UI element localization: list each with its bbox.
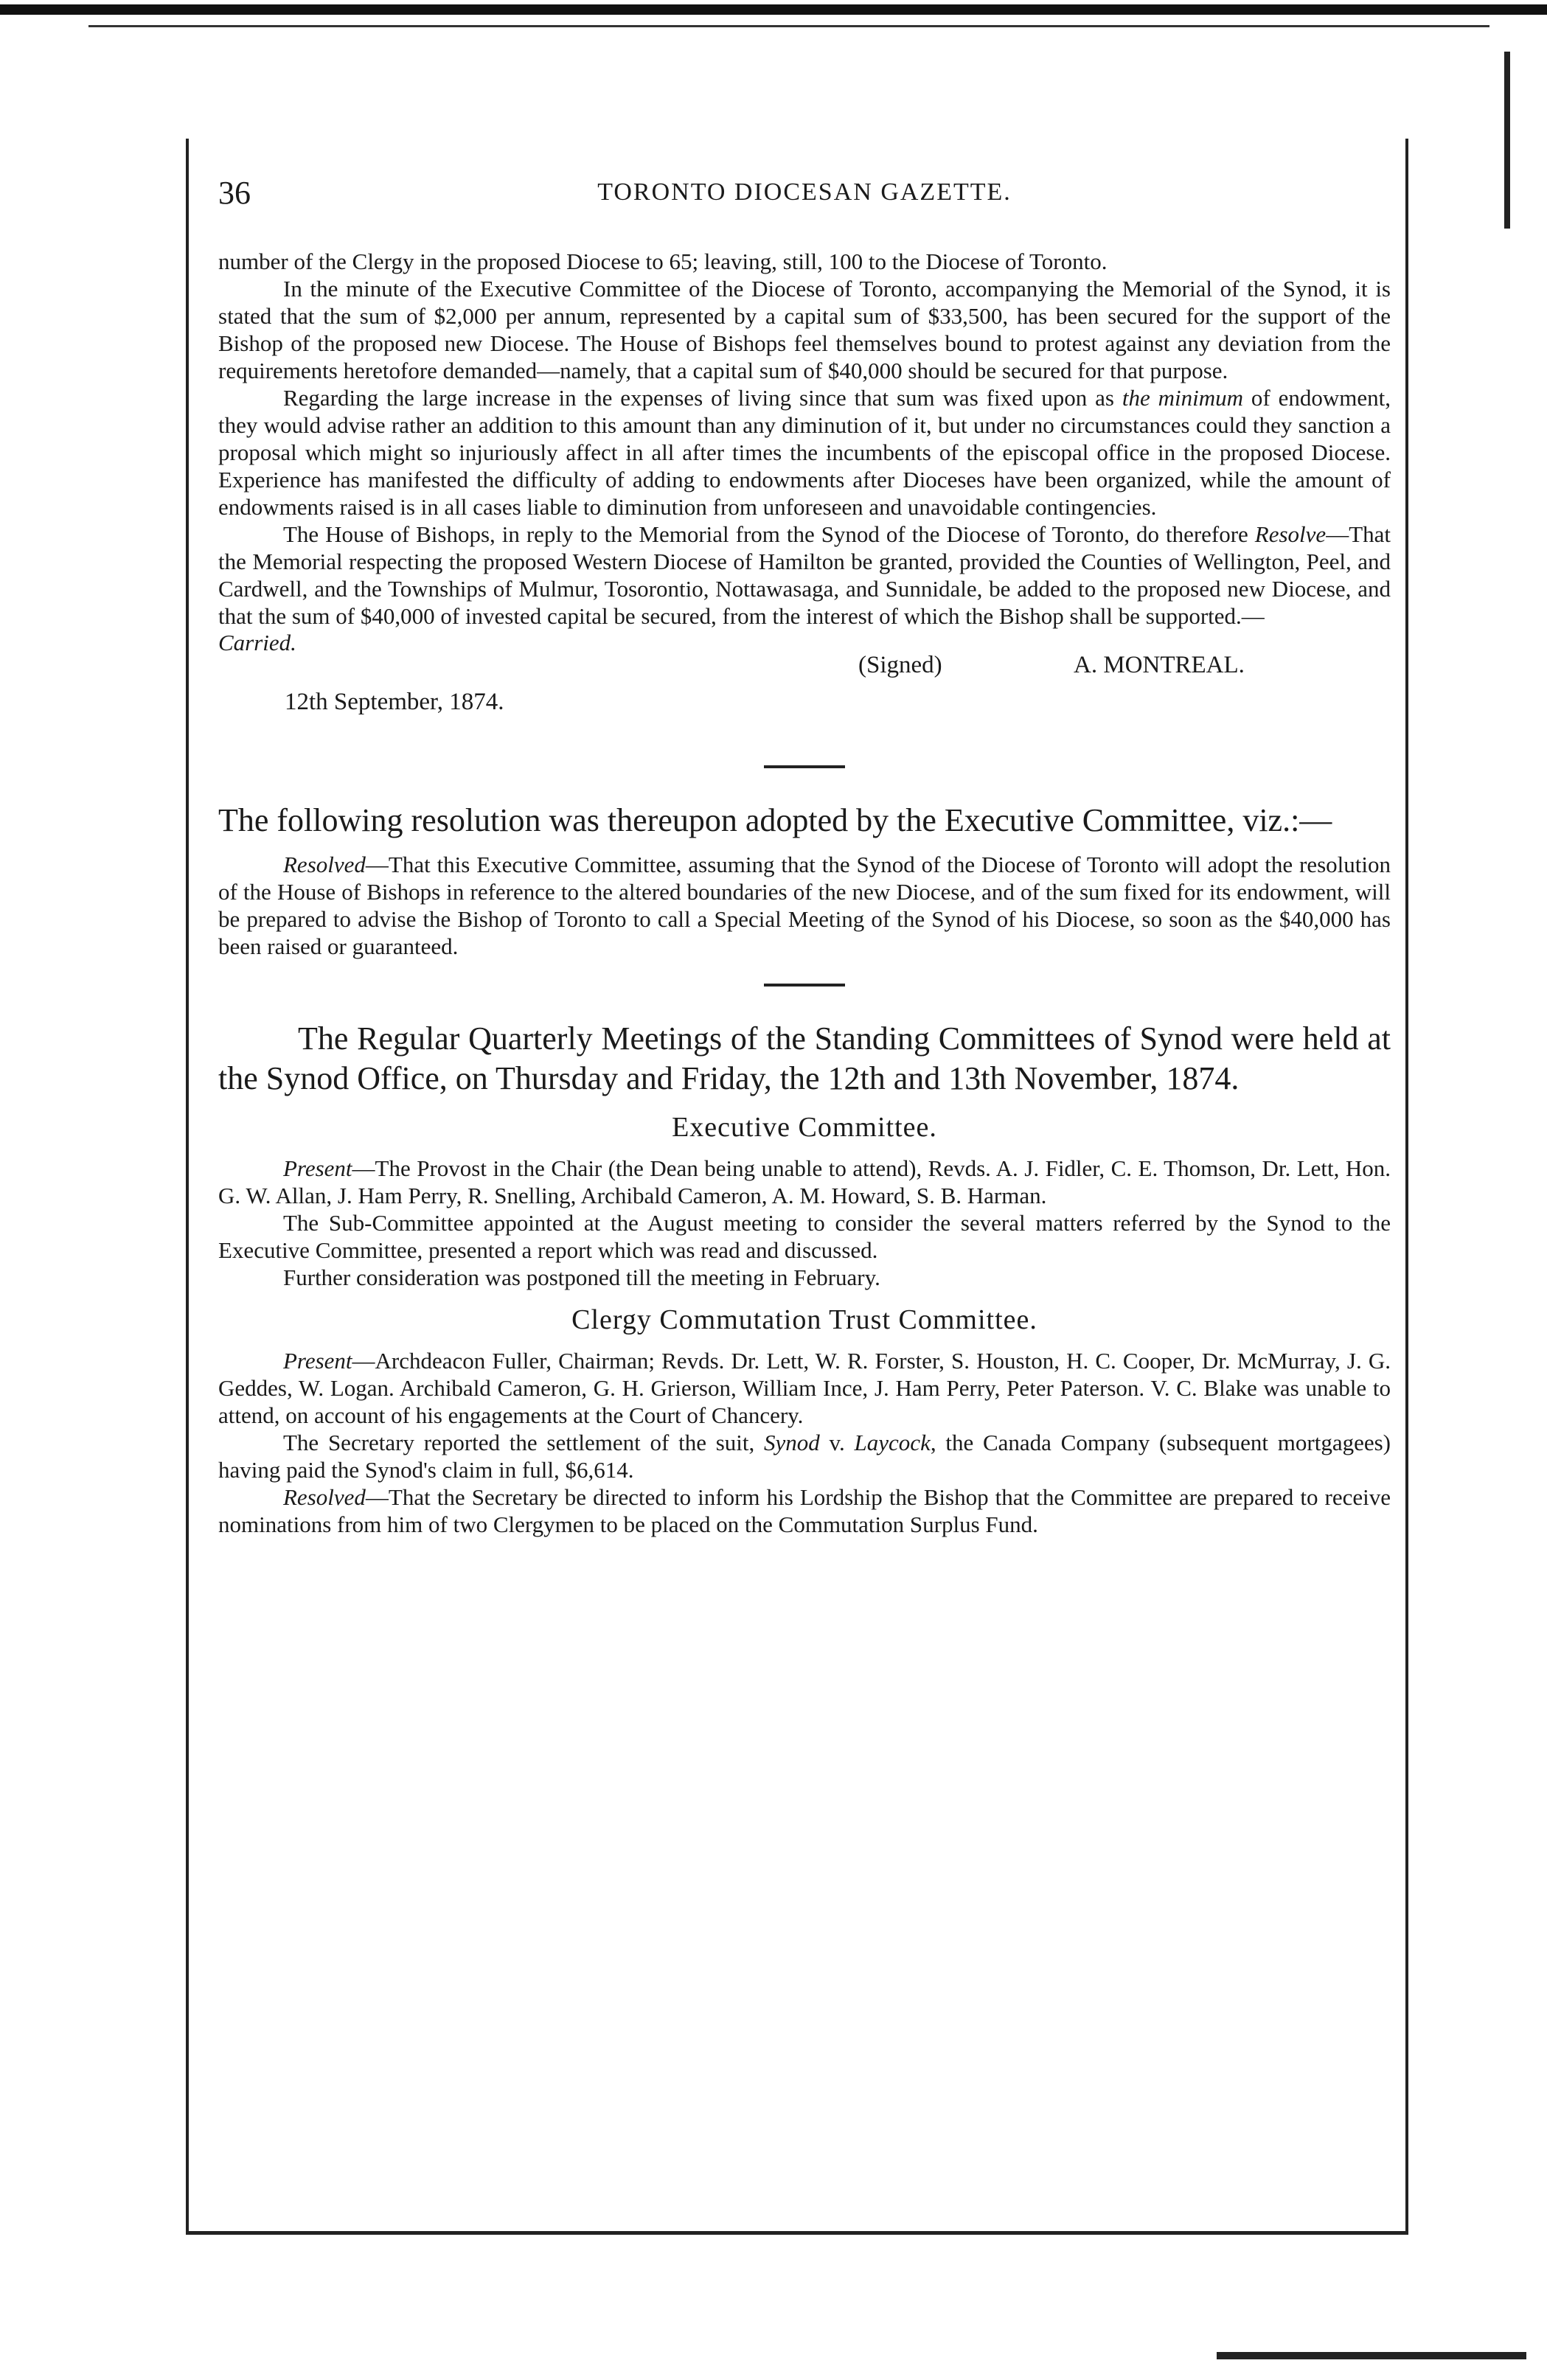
text-run: —The Provost in the Chair (the Dean being unable to attend), Revds. A. J. Fidler, C. E. Thomson, Dr. Lett, Hon. G. W. Allan, J. Ham Perry, R. Snelling, Archibald Cameron, A. M. Howard, S. B. Harman. [218, 1155, 1391, 1208]
text-run: v. [819, 1430, 855, 1455]
paragraph-resolved [218, 851, 1391, 960]
resolution-intro: The following resolution was thereupon adopted by the Executive Committee, viz.:— [218, 802, 1332, 838]
italic-phrase: the minimum [1122, 385, 1243, 411]
text-run: Regarding the large increase in the expenses of living since that sum was fixed upon as [283, 385, 1122, 411]
italic-case-defendant: Laycock [854, 1430, 931, 1455]
carried-note: Carried. [218, 630, 296, 655]
page-header [218, 174, 1391, 218]
top-border-rule [0, 4, 1547, 15]
text-run: of endowment, they would advise rather an addition to this amount than any diminution of it, but under no circumstances could they sanction a proposal which might so injuriously affect in all after times the incumbents of the episcopal office in the proposed Diocese. Experience has manifested the difficulty of adding to endowments after Dioceses have been organized, while the amount of endowments raised is in all cases liable to diminution from unforeseen and unavoidable contingencies. [218, 385, 1391, 520]
text-run: —Archdeacon Fuller, Chairman; Revds. Dr. Lett, W. R. Forster, S. Houston, H. C. Cooper, Dr. McMurray, J. G. Geddes, W. Logan. Archibald Cameron, G. H. Grierson, William Ince, J. Ham Perry, Peter Paterson. V. C. Blake was unable to attend, on account of his engagements at the Court of Chancery. [218, 1348, 1391, 1428]
signer-name: A. MONTREAL. [1074, 652, 1245, 678]
heading-clergy-commutation: Clergy Commutation Trust Committee. [571, 1304, 1037, 1335]
signature-block [218, 630, 1391, 715]
paragraph-clergy-count: number of the Clergy in the proposed Diocese to 65; leaving, still, 100 to the Diocese of Toronto. [218, 248, 1108, 274]
top-thin-rule [88, 25, 1489, 27]
paragraph-executive-present [218, 1155, 1391, 1209]
paragraph-clergy-resolved [218, 1483, 1391, 1538]
page-number: 36 [218, 175, 251, 211]
signature-date: 12th September, 1874. [285, 689, 504, 715]
italic-resolve: Resolve [1254, 521, 1327, 547]
italic-resolved: Resolved [283, 852, 366, 877]
text-run: —That the Secretary be directed to inform his Lordship the Bishop that the Committee are prepared to receive nominations from him of two Clergymen to be placed on the Commutation Surplus Fund. [218, 1484, 1391, 1537]
meetings-intro: The Regular Quarterly Meetings of the Standing Committees of Synod were held at the Synod Office, on Thursday and Friday, the 12th and 13th November, 1874. [218, 1020, 1391, 1096]
text-run: The Secretary reported the settlement of the suit, [283, 1430, 765, 1455]
text-run: —That this Executive Committee, assuming that the Synod of the Diocese of Toronto will adopt the resolution of the House of Bishops in reference to the altered boundaries of the new Diocese, and of the sum fixed for its endowment, will be prepared to advise the Bishop of Toronto to call a Special Meeting of the Synod of his Diocese, so soon as the $40,000 has been raised or guaranteed. [218, 852, 1391, 959]
page-edge-mark [1504, 52, 1510, 229]
paragraph-sub-committee: The Sub-Committee appointed at the August meeting to consider the several matters referred by the Synod to the Executive Committee, presented a report which was read and discussed. [218, 1210, 1391, 1263]
italic-present: Present [283, 1348, 352, 1374]
italic-case-plaintiff: Synod [764, 1430, 820, 1455]
paragraph-clergy-present [218, 1347, 1391, 1429]
running-title: TORONTO DIOCESAN GAZETTE. [597, 178, 1012, 206]
heading-executive-committee: Executive Committee. [672, 1112, 937, 1143]
paragraph-house-of-bishops [218, 521, 1391, 630]
page-content [218, 174, 1391, 1538]
signed-label: (Signed) [858, 652, 942, 678]
paragraph-expenses [218, 384, 1391, 521]
text-run: , the Canada Company (subsequent mortgagees) having paid the Synod's claim in full, $6,614. [218, 1430, 1391, 1483]
section-separator [764, 984, 845, 987]
paragraph-postponed: Further consideration was postponed till the meeting in February. [283, 1264, 880, 1290]
bottom-border-rule [1217, 2352, 1526, 2359]
paragraph-secretary-report [218, 1429, 1391, 1483]
text-run: The House of Bishops, in reply to the Memorial from the Synod of the Diocese of Toronto, do therefore [283, 521, 1255, 547]
italic-present: Present [283, 1155, 352, 1181]
paragraph-minute: In the minute of the Executive Committee of the Diocese of Toronto, accompanying the Memorial of the Synod, it is stated that the sum of $2,000 per annum, represented by a capital sum of $33,500, has been secured for the support of the Bishop of the proposed new Diocese. The House of Bishops feel themselves bound to protest against any deviation from the requirements heretofore demanded—namely, that a capital sum of $40,000 should be secured for that purpose. [218, 276, 1391, 383]
section-separator [764, 765, 845, 768]
text-run: —That the Memorial respecting the proposed Western Diocese of Hamilton be granted, provided the Counties of Wellington, Peel, and Cardwell, and the Townships of Mulmur, Tosorontio, Nottawasaga, and Sunnidale, be added to the proposed new Diocese, and that the sum of $40,000 of invested capital be secured, from the interest of which the Bishop shall be supported.— [218, 521, 1391, 629]
italic-resolved: Resolved [283, 1484, 366, 1510]
